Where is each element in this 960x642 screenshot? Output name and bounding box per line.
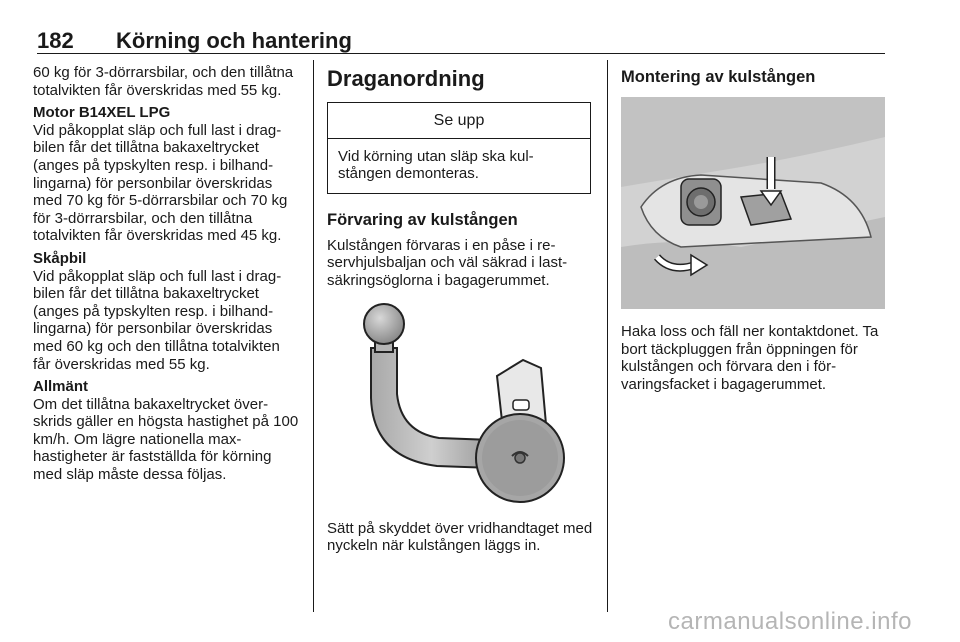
figure-caption: Sätt på skyddet över vridhandtaget med nyckeln när kulstången läggs in. [327,519,593,555]
subheading-motor: Motor B14XEL LPG [33,104,171,122]
page-number: 182 [37,28,74,53]
header-rule [37,53,885,54]
column-divider-1 [313,60,314,612]
subheading-skapbil: Skåpbil [33,249,87,267]
storage-title: Förvaring av kulstången [327,210,518,229]
page-header [37,28,885,54]
section-title: Draganordning [327,66,485,91]
caution-text: Vid körning utan släp ska kul-stången demonteras. [338,147,534,183]
paragraph-motor: Vid påkopplat släp och full last i drag-bilen får det tillåtna bakaxeltrycket (anges på typskylten resp. i bilhand-lingarna) för personbilar överskridas med 70 kg för 5-dörrarsbilar och 70 kg för 3-dörrarsbilar, och den tillåtna totalvikten får överskridas med 45 kg. [33,121,288,245]
caution-box [327,102,591,194]
paragraph-skapbil: Vid påkopplat släp och full last i drag-bilen får det tillåtna bakaxeltrycket (anges på typskylten resp. i bilhand-lingarna) för personbilar överskridas med 60 kg och den tillåtna totalvikten får överskridas med 55 kg. [33,267,282,373]
watermark: carmanualsonline.info [668,608,912,635]
caution-title: Se upp [328,103,590,139]
mounting-illustration [621,97,885,309]
column-1 [33,64,299,489]
chapter-title: Körning och hantering [116,28,352,53]
column-divider-2 [607,60,608,612]
tow-bar-illustration [327,298,591,508]
paragraph-allmant: Om det tillåtna bakaxeltrycket över-skrids gäller en högsta hastighet på 100 km/h. Om lägre nationella max-hastigheter är fastställda för körning med släp måste dessa följas. [33,395,299,484]
paragraph-continued: 60 kg för 3-dörrarsbilar, och den tillåtna totalvikten får överskridas med 55 kg. [33,64,294,99]
storage-text: Kulstången förvaras i en påse i re-servhjulsbaljan och väl säkrad i last-säkringsöglorna i bagagerummet. [327,236,568,289]
mount-text: Haka loss och fäll ner kontaktdonet. Ta bort täckpluggen från öppningen för kulstången och förvara den i för-varingsfacket i bagagerummet. [621,323,879,393]
mount-title: Montering av kulstången [621,68,816,86]
subheading-allmant: Allmänt [33,378,89,396]
column-2 [327,64,593,560]
column-3 [621,64,887,398]
